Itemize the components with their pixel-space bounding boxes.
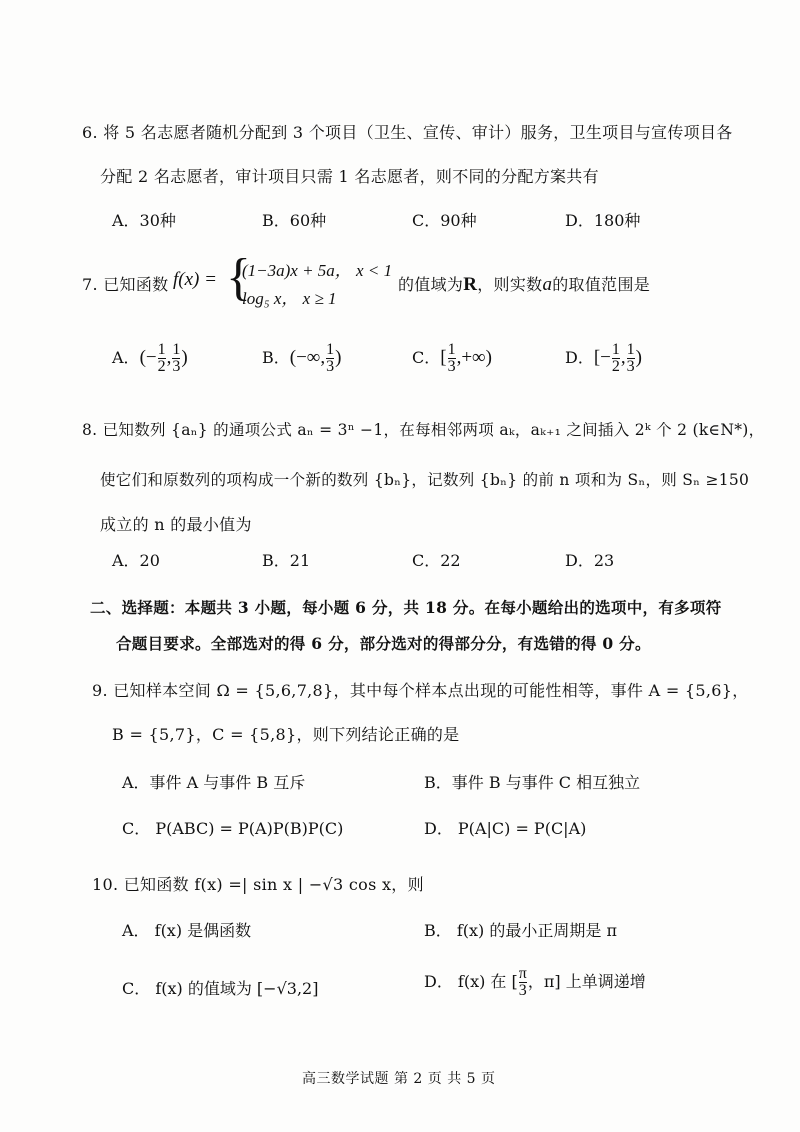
q9-option-b: B．事件 B 与事件 C 相互独立: [424, 773, 641, 792]
q9-option-a: A．事件 A 与事件 B 互斥: [122, 773, 306, 792]
q6-option-c: C．90种: [412, 211, 477, 230]
q10-option-d: D． f(x) 在 [ $\frac{\pi}{3}$ ，π] 上单调递增: [424, 965, 646, 999]
q9-line2: B = {5,7}，C = {5,8}，则下列结论正确的是: [112, 725, 460, 744]
q10-option-b: B． f(x) 的最小正周期是 π: [424, 921, 617, 940]
q7-fx: f(x) =: [173, 269, 217, 290]
q10-option-c: C． f(x) 的值域为 [−√3,2]: [122, 979, 319, 998]
page-footer: 高三数学试题 第 2 页 共 5 页: [302, 1071, 496, 1087]
q9-line1: 9. 已知样本空间 Ω = {5,6,7,8}，其中每个样本点出现的可能性相等，事件 A = {5,6}，: [92, 681, 749, 700]
q6-line1: 6. 将 5 名志愿者随机分配到 3 个项目（卫生、宣传、审计）服务，卫生项目与宣传项目各: [82, 123, 733, 142]
q10-line1: 10. 已知函数 f(x) =| sin x | −√3 cos x，则: [92, 875, 424, 894]
q8-option-d: D．23: [565, 551, 615, 570]
q7-option-c: C．[ $\frac{1}{3}$ ,+∞): [412, 341, 492, 375]
q8-line1: 8. 已知数列 {aₙ} 的通项公式 aₙ = 3ⁿ −1，在每相邻两项 aₖ，aₖ₊₁ 之间插入 2ᵏ 个 2 (k∈N*)，: [82, 421, 765, 439]
section2-line2: 合题目要求。全部选对的得 6 分，部分选对的得部分分，有选错的得 0 分。: [116, 634, 651, 653]
q7-prefix: 7. 已知函数: [82, 275, 169, 294]
q7-option-d: D．[− $\frac{1}{2}$ , $\frac{1}{3}$ ): [565, 341, 642, 375]
q6-line2: 分配 2 名志愿者，审计项目只需 1 名志愿者，则不同的分配方案共有: [100, 167, 599, 186]
q6-option-b: B．60种: [262, 211, 327, 230]
q8-option-c: C．22: [412, 551, 461, 570]
q10-option-a: A． f(x) 是偶函数: [122, 921, 252, 940]
q8-option-a: A．20: [112, 551, 160, 570]
q7-suffix: 的值域为R，则实数a的取值范围是: [398, 274, 651, 295]
q7-brace: {: [226, 249, 251, 306]
q9-option-d: D． P(A|C) = P(C|A): [424, 819, 587, 838]
section2-line1: 二、选择题：本题共 3 小题，每小题 6 分，共 18 分。在每小题给出的选项中，有多项符: [90, 598, 722, 617]
q7-case2: log₅ x， x ≥ 1: [242, 289, 337, 308]
q7-case1: (1−3a)x + 5a， x < 1: [242, 261, 393, 280]
q8-line3: 成立的 n 的最小值为: [100, 515, 252, 534]
q9-option-c: C． P(ABC) = P(A)P(B)P(C): [122, 819, 344, 838]
q7-option-a: A．(− $\frac{1}{2}$ , $\frac{1}{3}$ ): [112, 341, 188, 375]
q8-option-b: B．21: [262, 551, 311, 570]
q6-option-d: D．180种: [565, 211, 641, 230]
q8-line2: 使它们和原数列的项构成一个新的数列 {bₙ}，记数列 {bₙ} 的前 n 项和为 Sₙ，则 Sₙ ≥150: [100, 471, 750, 489]
q7-option-b: B．(−∞, $\frac{1}{3}$ ): [262, 341, 342, 375]
q6-option-a: A．30种: [112, 211, 176, 230]
